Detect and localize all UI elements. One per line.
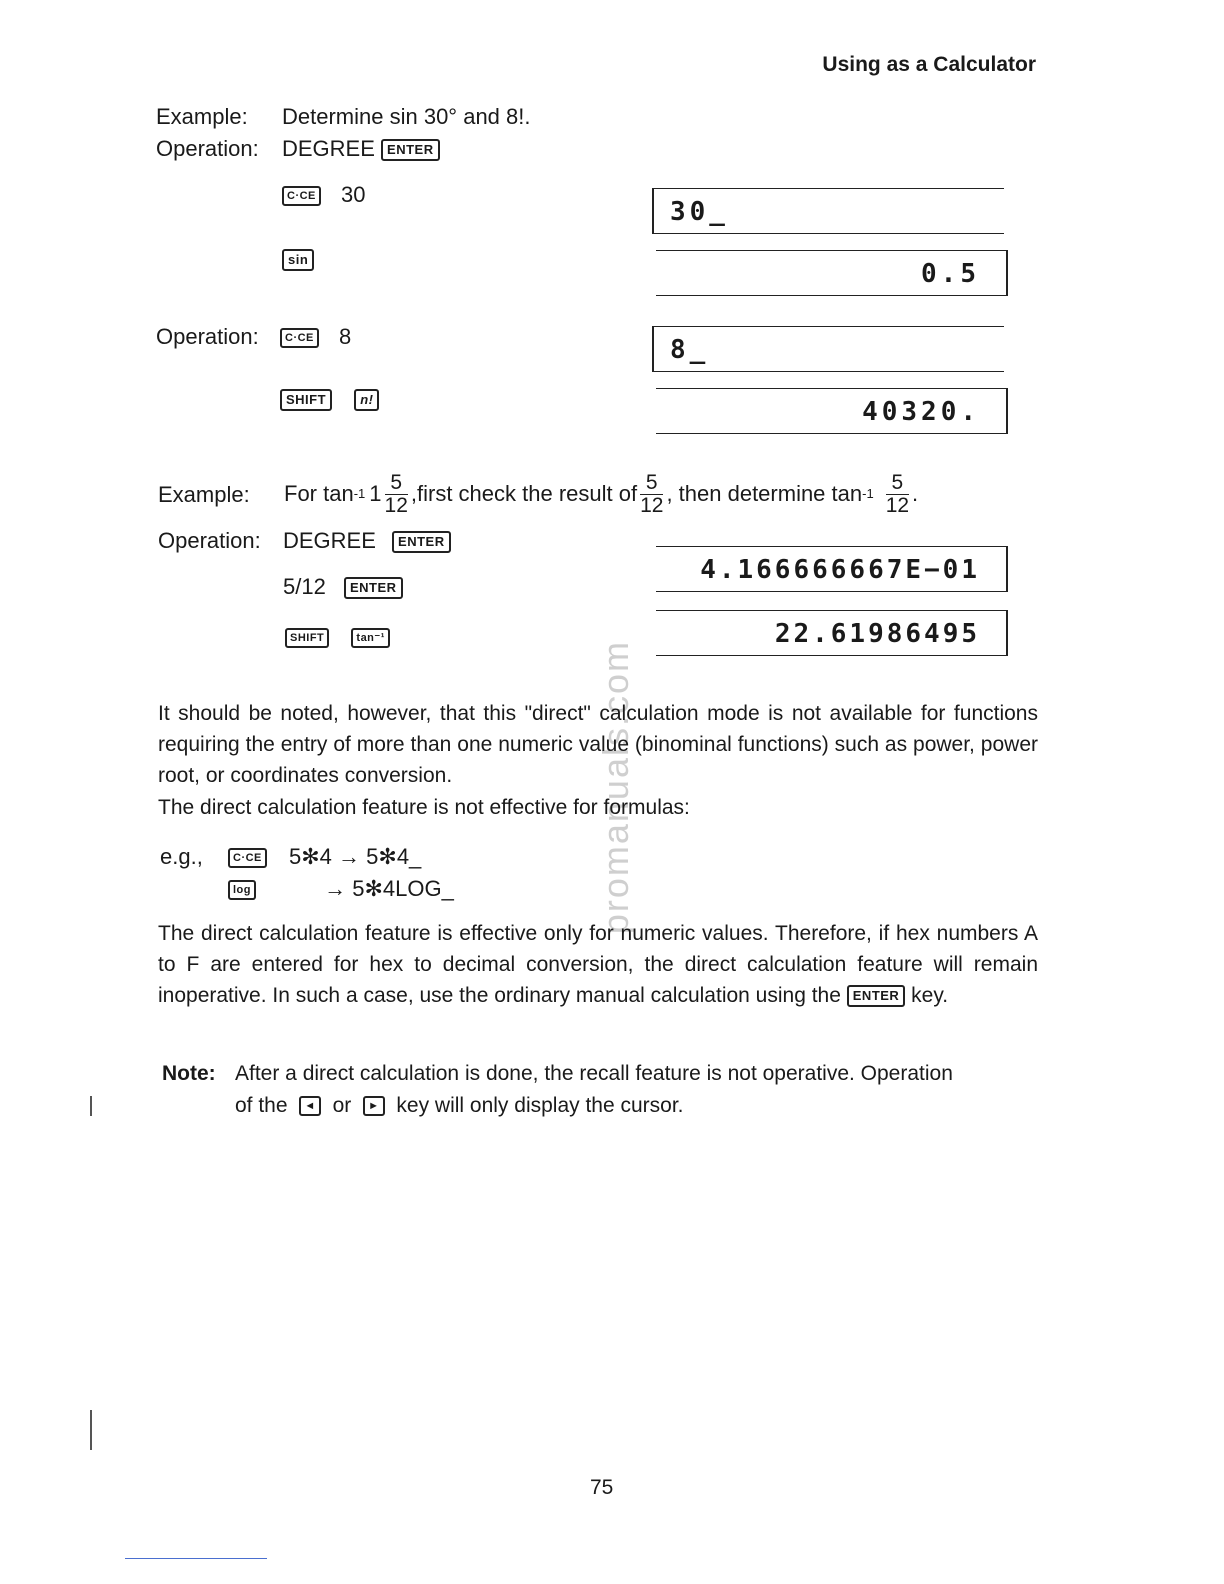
cce-key: C·CE (228, 848, 267, 868)
watermark: promanuals.com (595, 640, 636, 935)
operation-label: Operation: (158, 528, 261, 553)
eg-label: e.g., (160, 844, 203, 869)
example-text (284, 466, 918, 522)
operation-step (283, 574, 403, 600)
calculator-display (656, 250, 1008, 296)
example-text: Determine sin 30° and 8!. (282, 104, 531, 129)
note-label (162, 1061, 216, 1087)
cce-key: C·CE (282, 186, 321, 206)
calculator-display (656, 610, 1008, 656)
paragraph-formulas: The direct calculation feature is not effective for formulas: (158, 796, 690, 819)
scan-mark (90, 1096, 92, 1116)
superscript: -1 (353, 486, 366, 501)
eg-expression: → 5✻4LOG_ (324, 876, 454, 901)
mode-text: DEGREE (283, 528, 376, 553)
fraction-denominator: 12 (885, 493, 910, 517)
text-fragment: 1 (369, 481, 382, 506)
factorial-key: n! (354, 389, 379, 411)
text-fragment: , then determine tan (666, 481, 863, 506)
eg-line-2 (228, 876, 454, 902)
right-arrow-key: ► (363, 1096, 384, 1116)
page-header: Using as a Calculator (822, 53, 1036, 76)
example-label: Example: (158, 482, 250, 507)
note-text: of the (235, 1094, 288, 1117)
arctan-key: tan⁻¹ (351, 628, 389, 648)
example-label: Example: (156, 104, 248, 129)
text-fragment: ,first check the result of (410, 481, 638, 506)
operation-label: Operation: (156, 136, 259, 161)
operation-step (285, 624, 390, 650)
calculator-display (656, 546, 1008, 592)
shift-key: SHIFT (285, 628, 329, 648)
display-value: 0.5 (921, 259, 980, 289)
input-value: 8 (339, 324, 352, 349)
enter-key: ENTER (392, 531, 451, 553)
fraction-numerator: 5 (385, 472, 408, 495)
fraction-numerator: 5 (886, 472, 909, 495)
fraction (385, 472, 408, 517)
enter-key: ENTER (344, 577, 403, 599)
operation-step (282, 136, 440, 162)
note-text: or (332, 1094, 352, 1117)
eg-line-1 (228, 844, 421, 870)
operation-step (283, 528, 451, 554)
operation-step (282, 246, 314, 272)
calculator-display (656, 388, 1008, 434)
calculator-display (652, 326, 1004, 372)
paragraph-text: key. (911, 984, 949, 1007)
fraction-denominator: 12 (640, 493, 664, 517)
input-value: 5/12 (283, 574, 326, 599)
scan-mark (90, 1410, 92, 1450)
fraction-denominator: 12 (384, 493, 408, 517)
shift-key: SHIFT (280, 389, 332, 411)
note-label-text: Note: (162, 1062, 216, 1085)
display-value: 40320. (862, 397, 980, 427)
paragraph-hex (158, 918, 1038, 1011)
eg-expression: 5✻4 → 5✻4_ (289, 844, 422, 869)
text-fragment: . (912, 481, 919, 506)
mode-text: DEGREE (282, 136, 375, 161)
enter-key: ENTER (847, 985, 906, 1007)
operation-step (282, 182, 366, 208)
note-text-line-1: After a direct calculation is done, the recall feature is not operative. Operation (235, 1062, 953, 1085)
cce-key: C·CE (280, 328, 319, 348)
superscript: -1 (862, 486, 874, 501)
paragraph-direct-mode: It should be noted, however, that this "direct" calculation mode is not available for functions requiring the entry of more than one numeric value (binominal functions) such as power, power root, or coordinates conversion. (158, 702, 1038, 787)
display-value: 4.166666667E−01 (700, 555, 980, 585)
left-arrow-key: ◄ (299, 1096, 320, 1116)
note-text-line-2 (235, 1093, 684, 1119)
footer-line (125, 1558, 267, 1559)
operation-step (280, 386, 379, 412)
paragraph-text: The direct calculation feature is effective only for numeric values. Therefore, if hex numbers A to F are entered for hex to decimal conversion, the direct calculation feature will remain inoperative. In such a case, use the ordinary manual calculation using the (158, 922, 1038, 1007)
text-fragment: For tan (284, 481, 354, 506)
display-value: 8_ (670, 335, 710, 365)
operation-label: Operation: (156, 324, 259, 349)
operation-step (280, 324, 351, 350)
display-value: 30_ (670, 197, 729, 227)
sin-key: sin (282, 249, 314, 271)
calculator-display (652, 188, 1004, 234)
log-key: log (228, 880, 256, 900)
enter-key: ENTER (381, 139, 440, 161)
note-text: key will only display the cursor. (396, 1094, 684, 1117)
fraction (886, 472, 909, 517)
page-number: 75 (590, 1476, 614, 1499)
input-value: 30 (341, 182, 366, 207)
fraction (640, 472, 663, 517)
fraction-numerator: 5 (640, 472, 663, 495)
display-value: 22.61986495 (774, 619, 980, 649)
